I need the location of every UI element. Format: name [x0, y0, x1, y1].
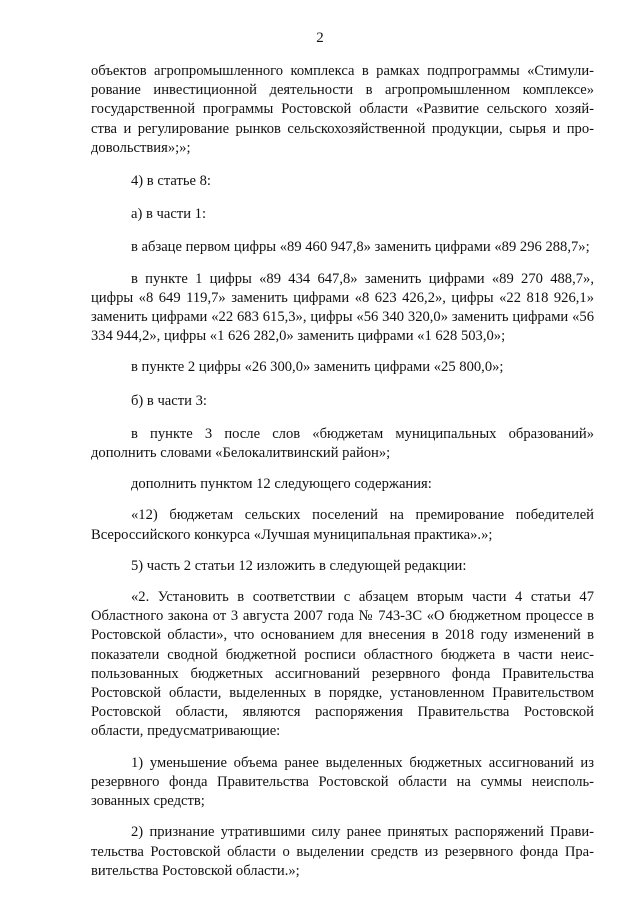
paragraph-subitem-a: а) в части 1:: [131, 206, 207, 223]
paragraph-punkt-12-text: «12) бюджетам сельских поселений на премирование победителей Всероссийского конкурса «Лучшая муниципальная практика».»;: [91, 507, 594, 543]
paragraph-item-4: 4) в статье 8:: [131, 173, 211, 190]
paragraph-article-12-part-2: «2. Установить в соответствии с абзацем вторым части 4 статьи 47 Областного закона от 3 августа 2007 года № 743-ЗС «О бюджетном процессе в Ростовской области», что основанием для внесения в 2018 году изменений в показатели сводной бюджетной росписи областного бюджета в части неис-пользованных бюджетных ассигнований резервного фонда Правительства Ростовской области, выделенных в порядке, установленном Правительством Ростовской области, являются распоряжения Правительства Ростовской области, предусматривающие:: [91, 589, 594, 740]
paragraph-item-5: 5) часть 2 статьи 12 изложить в следующей редакции:: [131, 557, 467, 574]
paragraph-first-abzac: в абзаце первом цифры «89 460 947,8» заменить цифрами «89 296 288,7»;: [131, 239, 590, 256]
paragraph-punkt-3: в пункте 3 после слов «бюджетам муниципальных образований» дополнить словами «Белокалитвинский район»;: [91, 425, 594, 462]
page-number: 2: [316, 30, 324, 46]
paragraph-subitem-1: 1) уменьшение объема ранее выделенных бюджетных ассигнований из резервного фонда Правительства Ростовской области на суммы неисполь-зованных средств;: [91, 754, 594, 810]
paragraph-subitem-2: 2) признание утратившими силу ранее принятых распоряжений Прави-тельства Ростовской области о выделении средств из резервного фонда Пра-вительства Ростовской области.»;: [91, 824, 594, 879]
paragraph-subitem-b: б) в части 3:: [131, 392, 207, 409]
document-body: [91, 62, 594, 881]
paragraph-add-punkt-12: дополнить пунктом 12 следующего содержания:: [131, 476, 432, 493]
paragraph-punkt-2: в пункте 2 цифры «26 300,0» заменить цифрами «25 800,0»;: [131, 359, 504, 376]
paragraph-continuation: объектов агропромышленного комплекса в рамках подпрограммы «Стимули-рование инвестиционной деятельности в агропромышленном комплексе» государственной программы Ростовской области «Развитие сельского хозяй-ства и регулирование рынков сельскохозяйственной продукции, сырья и про-довольствия»;»;: [91, 63, 594, 156]
paragraph-punkt-1: в пункте 1 цифры «89 434 647,8» заменить цифрами «89 270 488,7», цифры «8 649 119,7» заменить цифрами «8 623 426,2», цифры «22 818 926,1» заменить цифрами «22 683 615,3», цифры «56 340 320,0» заменить цифрами «56 334 944,2», цифры «1 626 282,0» заменить цифрами «1 628 503,0»;: [91, 270, 594, 345]
